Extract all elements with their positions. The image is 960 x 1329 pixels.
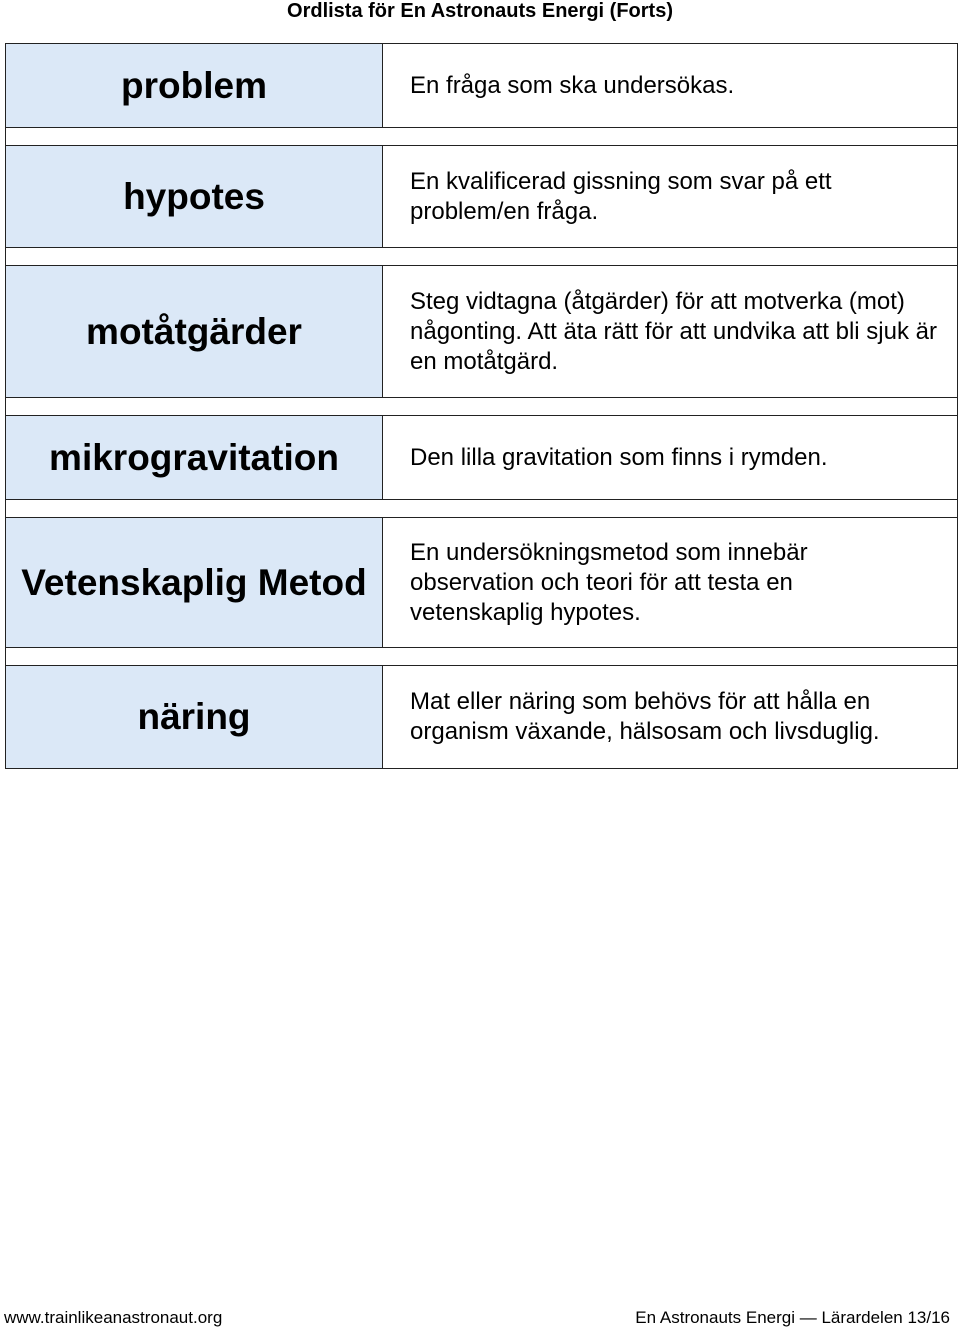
glossary-table	[5, 43, 958, 769]
row-divider	[5, 500, 958, 517]
glossary-row	[5, 145, 958, 248]
glossary-row	[5, 665, 958, 769]
glossary-definition: En undersökningsmetod som innebär observation och teori för att testa en vetenskaplig hypotes.	[382, 518, 957, 647]
row-divider	[5, 398, 958, 415]
glossary-row	[5, 265, 958, 398]
glossary-definition: Den lilla gravitation som finns i rymden.	[382, 416, 957, 499]
row-divider	[5, 648, 958, 665]
glossary-term: mikrogravitation	[49, 436, 339, 478]
glossary-row	[5, 43, 958, 128]
glossary-term: motåtgärder	[86, 310, 302, 352]
glossary-term: näring	[137, 696, 251, 737]
row-divider	[5, 248, 958, 265]
page-footer	[0, 1306, 960, 1328]
glossary-term: Vetenskaplig Metod	[21, 561, 367, 603]
footer-website: www.trainlikeanastronaut.org	[4, 1308, 223, 1327]
glossary-definition: En fråga som ska undersökas.	[382, 44, 957, 127]
page-title: Ordlista för En Astronauts Energi (Forts)	[287, 0, 673, 22]
row-divider	[5, 128, 958, 145]
glossary-definition: Mat eller näring som behövs för att hålla en organism växande, hälsosam och livsduglig.	[382, 666, 957, 768]
glossary-row	[5, 415, 958, 500]
glossary-term: hypotes	[123, 175, 265, 217]
glossary-definition: Steg vidtagna (åtgärder) för att motverka (mot) någonting. Att äta rätt för att undvika att bli sjuk är en motåtgärd.	[382, 266, 957, 397]
glossary-term: problem	[121, 64, 267, 106]
glossary-row	[5, 517, 958, 648]
footer-page-info: En Astronauts Energi — Lärardelen 13/16	[635, 1308, 950, 1327]
glossary-definition: En kvalificerad gissning som svar på ett problem/en fråga.	[382, 146, 957, 247]
